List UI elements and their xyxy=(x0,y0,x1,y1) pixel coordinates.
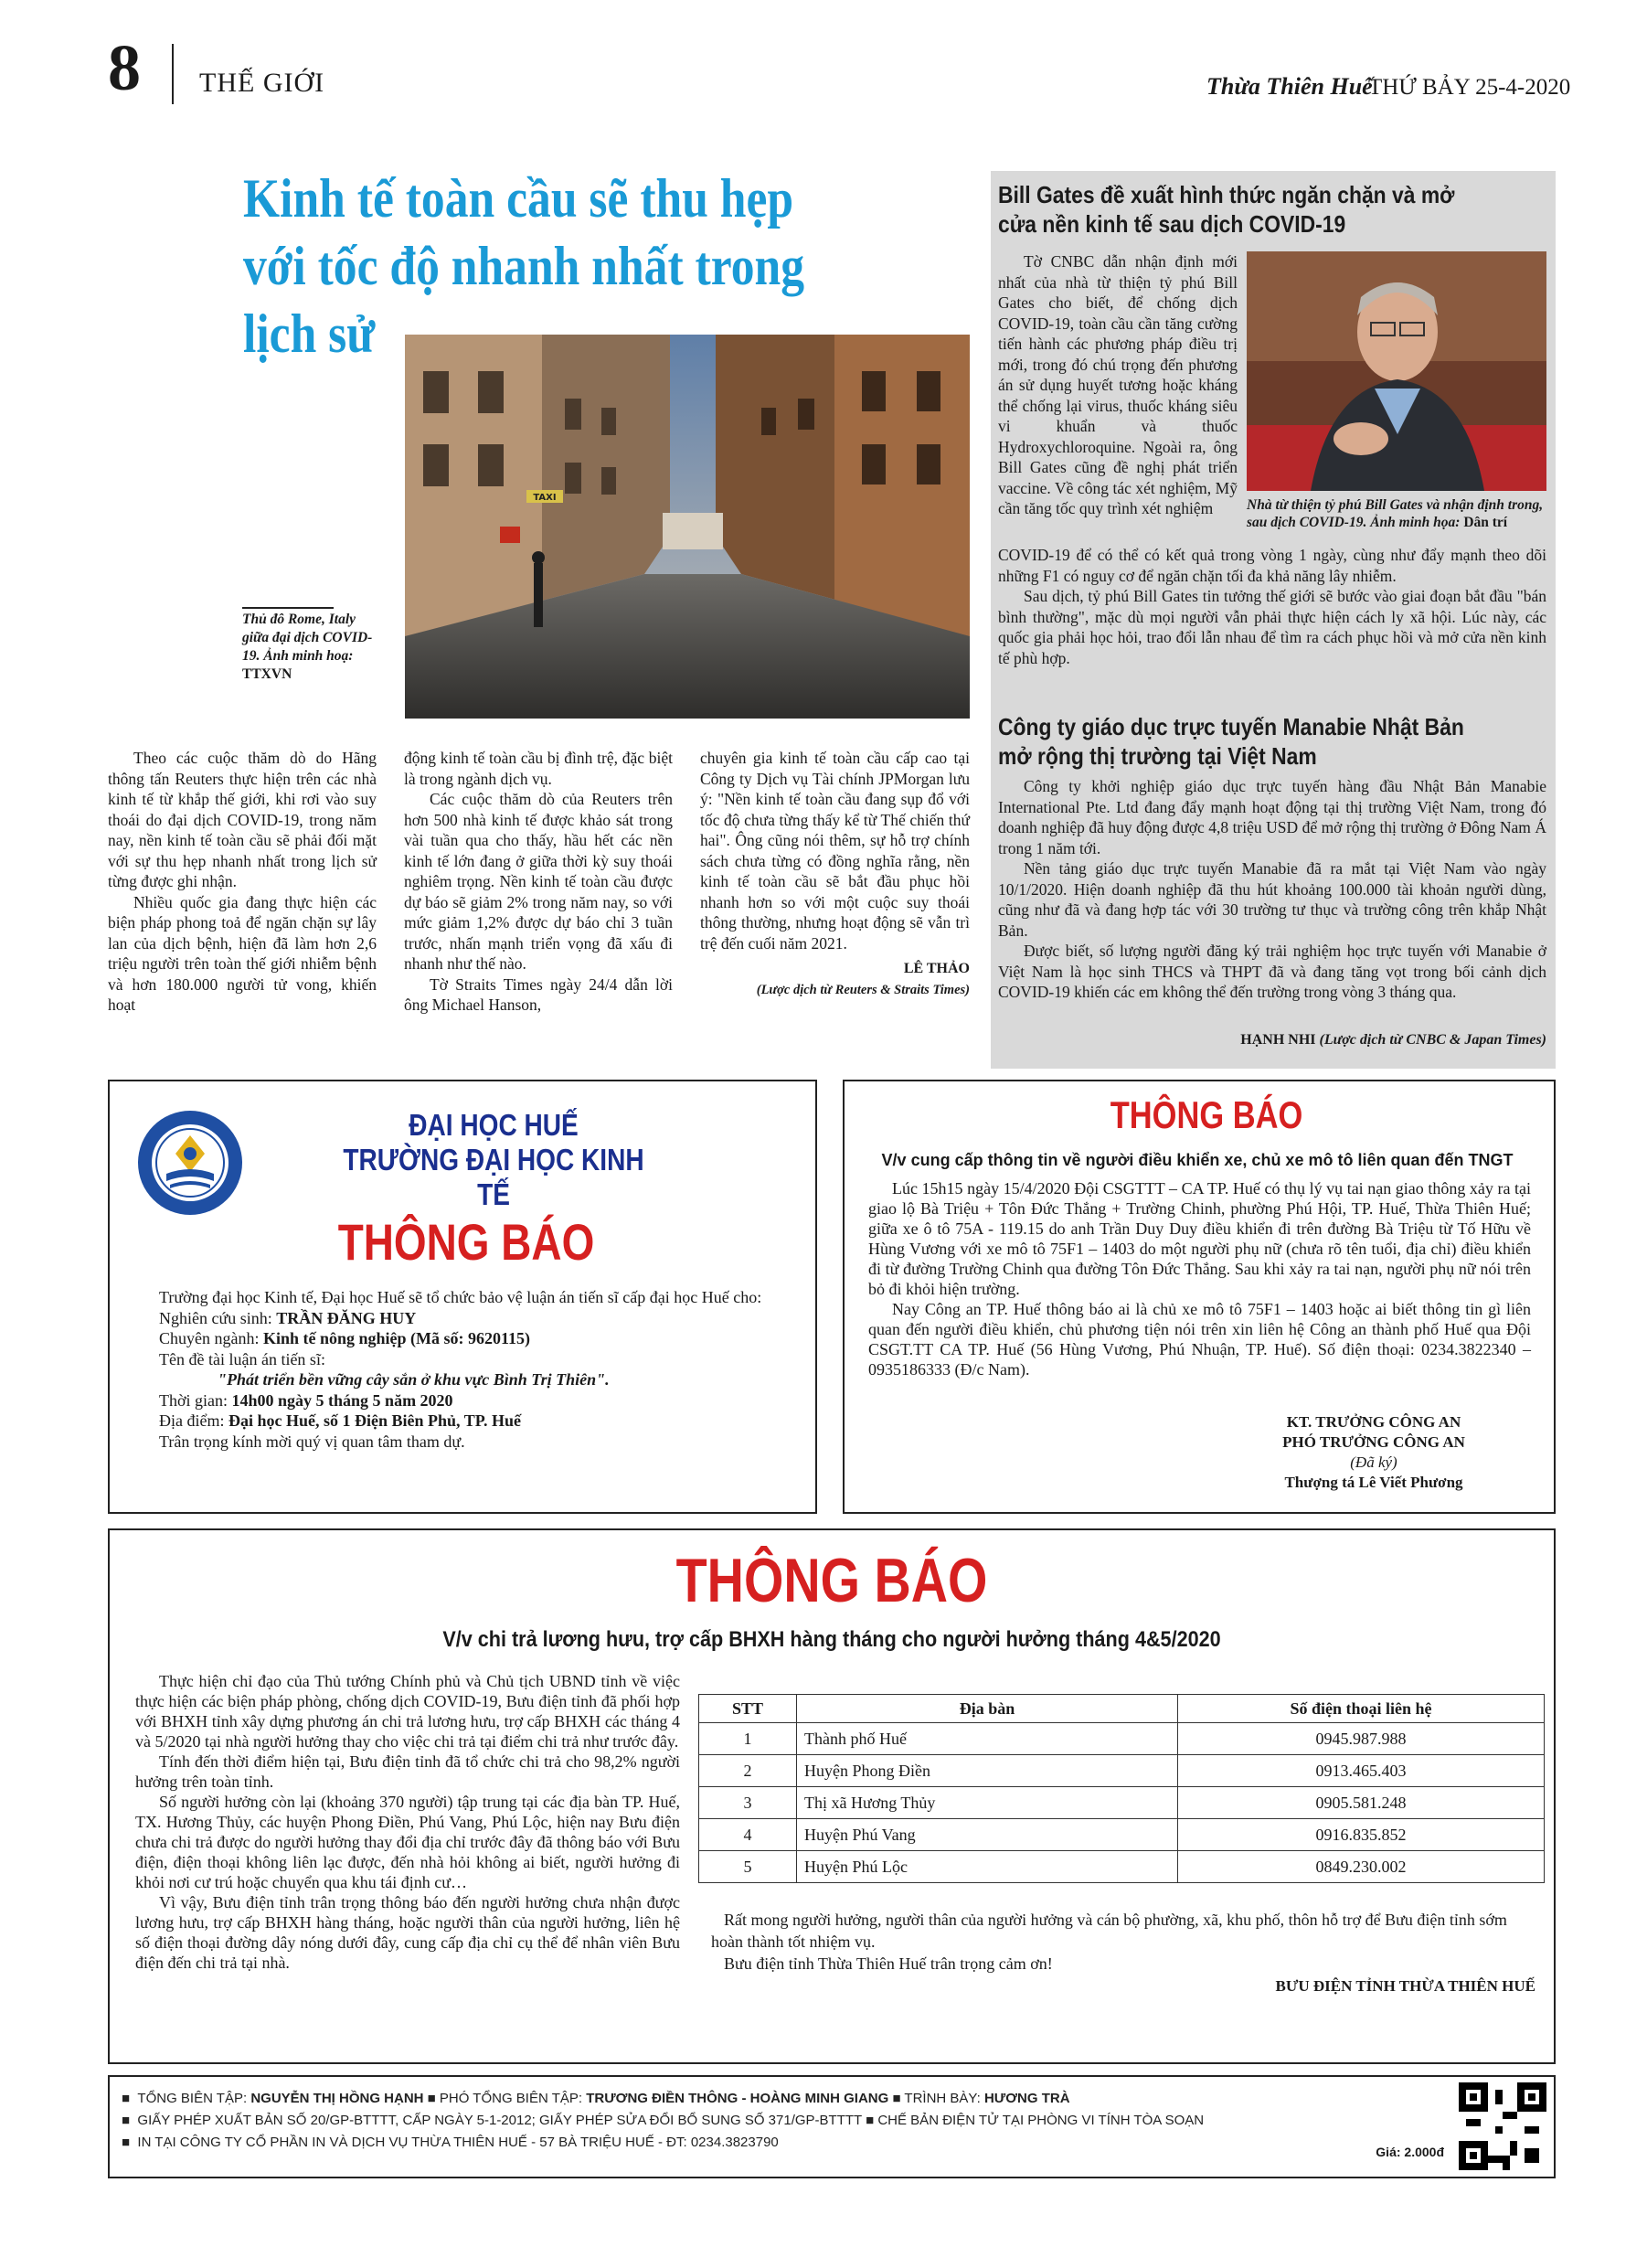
table-cell: 0945.987.988 xyxy=(1178,1723,1545,1755)
table-cell: 0913.465.403 xyxy=(1178,1755,1545,1787)
editor-label: TỔNG BIÊN TẬP: xyxy=(137,2091,248,2106)
source-note: (Lược dịch từ CNBC & Japan Times) xyxy=(1319,1032,1546,1048)
byline: HẠNH NHI xyxy=(1240,1032,1316,1048)
time-label: Thời gian: xyxy=(159,1390,228,1410)
paragraph: Rất mong người hưởng, người thân của người hưởng và cán bộ phường, xã, khu phố, thôn hỗ trợ để Bưu điện tỉnh sớm hoàn thành tốt nhiệm vụ. xyxy=(711,1911,1507,1951)
table-cell: Huyện Phú Vang xyxy=(797,1819,1178,1851)
photo-caption-credit: TTXVN xyxy=(242,666,292,682)
paragraph: Nay Công an TP. Huế thông báo ai là chủ xe mô tô 75F1 – 1403 hoặc ai biết thông tin gì liên quan đến người điều khiển, chủ phương tiện nói trên xin liên hệ Công an thành phố Huế qua Đội CSGT.TT CA TP. Huế (56 Hùng Vương, Phú Nhuận, TP. Huế). Số điện thoại: 0234.3822340 – 0935186333 (Đ/c Nam). xyxy=(868,1300,1531,1379)
layout-name: HƯƠNG TRÀ xyxy=(983,2091,1070,2106)
paragraph: Công ty khởi nghiệp giáo dục trực tuyến hàng đầu Nhật Bản Manabie International Pte. Ltd đang đẩy mạnh hoạt động tại thị trường Việt Nam, trong đó doanh nghiệp đã huy động được 4,8 triệu USD để mở rộng thị trường ở Đông Nam Á trong 1 năm tới. xyxy=(998,777,1546,857)
main-story-column-3 xyxy=(700,748,970,1000)
university-line1: ĐẠI HỌC HUẾ xyxy=(409,1108,579,1142)
paragraph: Nền tảng giáo dục trực tuyến Manabie đã ra mắt tại Việt Nam vào ngày 10/1/2020. Hiện doanh nghiệp đã thu hút khoảng 100.000 tài khoản người dùng, cũng như đã và đang hợp tác với 30 trường tư thục và trường công trên khắp Nhật Bản. xyxy=(998,859,1546,940)
paragraph: chuyên gia kinh tế toàn cầu cấp cao tại Công ty Dịch vụ Tài chính JPMorgan lưu ý: "Nền kinh tế toàn cầu đang sụp đổ với tốc độ chưa từng thấy kể từ Thế chiến thứ hai". Ông cũng nói thêm, sự hỗ trợ chính sách chưa từng có đồng nghĩa rằng, nền kinh tế toàn cầu sẽ bắt đầu phục hồi nhanh hơn so với một cuộc suy thoái thông thường, nhưng hoạt động sẽ vẫn trì trệ đến cuối năm 2021. xyxy=(700,749,970,953)
notice-hue-body xyxy=(135,1287,802,1452)
page-number: 8 xyxy=(108,31,141,104)
paragraph: Tờ Straits Times ngày 24/4 dẫn lời ông Michael Hanson, xyxy=(404,974,673,1014)
paragraph: Các cuộc thăm dò của Reuters trên hơn 500 nhà kinh tế được khảo sát trong vài tuần qua cho thấy, hầu hết các nền kinh tế lớn đang ở giữa thời kỳ suy thoái nghiêm trọng. Nền kinh tế toàn cầu được dự báo sẽ giảm 2% trong năm nay, so với mức giảm 1,2% được dự báo chỉ 3 tuần trước, nhấn mạnh triển vọng đã xấu đi nhanh như thế nào. xyxy=(404,790,673,973)
paragraph: Vì vậy, Bưu điện tỉnh trân trọng thông báo đến người hưởng chưa nhận được lương hưu, trợ cấp BHXH hàng tháng, hoặc người thân của người hưởng, liên hệ số điện thoại đường dây nóng dưới đây, cung cấp địa chỉ cụ thể để nhân viên Bưu điện đến chi trả tại nhà. xyxy=(135,1893,680,1972)
table-cell: 3 xyxy=(699,1787,797,1819)
main-story-column-2 xyxy=(404,748,673,1016)
manabie-headline-line2: mở rộng thị trường tại Việt Nam xyxy=(998,742,1317,770)
table-cell: 1 xyxy=(699,1723,797,1755)
signature-line: KT. TRƯỞNG CÔNG AN xyxy=(1286,1413,1461,1431)
paragraph: COVID-19 để có thể có kết quả trong vòng 1 ngày, cùng như đẩy mạnh theo dõi những F1 có nguy cơ để ngăn chặn tối đa khả năng lây nhiễm. xyxy=(998,546,1546,585)
bill-gates-caption-text: Nhà từ thiện tỷ phú Bill Gates và nhận định trong, sau dịch COVID-19. Ảnh minh họa: xyxy=(1247,497,1544,530)
footer-staff-line: ■ TỔNG BIÊN TẬP: NGUYỄN THỊ HỒNG HẠNH ■ PHÓ TỔNG BIÊN TẬP: TRƯƠNG ĐIỀN THÔNG - HOÀNG MINH GIANG ■ TRÌNH BÀY: HƯƠNG TRÀ xyxy=(122,2091,1070,2106)
closing-line: Trân trọng kính mời quý vị quan tâm tham dự. xyxy=(159,1432,465,1451)
notice-subtitle: V/v cung cấp thông tin về người điều khiển xe, chủ xe mô tô liên quan đến TNGT xyxy=(881,1151,1514,1169)
deputy-names: TRƯƠNG ĐIỀN THÔNG - HOÀNG MINH GIANG xyxy=(586,2091,889,2106)
notice-pension-closing xyxy=(711,1909,1543,1975)
bill-gates-photo xyxy=(1247,251,1546,491)
newspaper-name: Thừa Thiên Huế xyxy=(1206,73,1373,100)
manabie-byline xyxy=(998,1032,1546,1049)
column-header: STT xyxy=(699,1695,797,1723)
price: Giá: 2.000đ xyxy=(1376,2145,1444,2159)
manabie-text xyxy=(998,776,1546,1003)
rome-street-photo xyxy=(405,335,970,719)
paragraph: Số người hưởng còn lại (khoảng 370 người) tập trung tại các địa bàn TP. Huế, TX. Hương Thủy, các huyện Phong Điền, Phú Vang, Phú Lộc, hiện nay Bưu điện chưa chi trả được do người hưởng thay đổi địa chỉ trước đây đã thông báo với Bưu điện, điện thoại không liên lạc được, đến nhà hỏi không ai biết, người hưởng đi khỏi nơi cư trú hoặc chuyển qua khu tái định cư… xyxy=(135,1793,680,1891)
bill-gates-text-column xyxy=(998,251,1238,519)
paragraph: Bưu điện tỉnh Thừa Thiên Huế trân trọng cảm ơn! xyxy=(724,1954,1053,1973)
table-row xyxy=(699,1723,1545,1755)
paragraph: Trường đại học Kinh tế, Đại học Huế sẽ tổ chức bảo vệ luận án tiến sĩ cấp đại học Huế cho: xyxy=(159,1288,762,1306)
bill-gates-caption-credit: Dân trí xyxy=(1463,515,1508,530)
bill-gates-headline-line2: cửa nền kinh tế sau dịch COVID-19 xyxy=(998,210,1346,238)
table-row xyxy=(699,1787,1545,1819)
notice-title: THÔNG BÁO xyxy=(1110,1093,1303,1136)
notice-pension-body xyxy=(135,1671,680,1973)
table-cell: 0916.835.852 xyxy=(1178,1819,1545,1851)
column-header: Số điện thoại liên hệ xyxy=(1178,1695,1545,1723)
time-line xyxy=(135,1390,802,1411)
printer-text: IN TẠI CÔNG TY CỔ PHẦN IN VÀ DỊCH VỤ THỪA THIÊN HUẾ - 57 BÀ TRIỆU HUẾ - ĐT: 0234.3823790 xyxy=(137,2135,779,2150)
main-headline-line1: Kinh tế toàn cầu sẽ thu hẹp xyxy=(243,168,794,229)
thesis-title: "Phát triển bền vững cây sắn ở khu vực Bình Trị Thiên". xyxy=(218,1370,610,1389)
paragraph: Tính đến thời điểm hiện tại, Bưu điện tỉnh đã tổ chức chi trả cho 98,2% người hưởng trên toàn tỉnh. xyxy=(135,1752,680,1791)
caption-rule xyxy=(242,607,334,609)
place-value: Đại học Huế, số 1 Điện Biên Phủ, TP. Huế xyxy=(228,1411,522,1430)
student-name: TRẦN ĐĂNG HUY xyxy=(276,1308,417,1327)
layout-label: TRÌNH BÀY: xyxy=(904,2091,981,2106)
signature-line: (Đã ký) xyxy=(1350,1453,1397,1471)
table-cell: Huyện Phú Lộc xyxy=(797,1851,1178,1883)
table-cell: 5 xyxy=(699,1851,797,1883)
paragraph: động kinh tế toàn cầu bị đình trệ, đặc biệt là trong ngành dịch vụ. xyxy=(404,749,673,788)
section-title: THẾ GIỚI xyxy=(199,68,325,98)
major-line xyxy=(135,1328,802,1349)
table-cell: 0849.230.002 xyxy=(1178,1851,1545,1883)
taxi-sign: TAXI xyxy=(533,493,557,503)
place-line xyxy=(135,1411,802,1432)
major-label: Chuyên ngành: xyxy=(159,1329,260,1347)
bill-gates-headline xyxy=(998,180,1545,239)
table-row xyxy=(699,1755,1545,1787)
header-divider xyxy=(172,44,174,104)
bill-gates-caption xyxy=(1247,496,1546,531)
paragraph: Thực hiện chỉ đạo của Thủ tướng Chính phủ và Chủ tịch UBND tỉnh về việc thực hiện các biện pháp phòng, chống dịch COVID-19, Bưu điện tỉnh đã phối hợp với BHXH tỉnh xây dựng phương án chi trả lương hưu, trợ cấp BHXH các tháng 4 và 5/2020 tại nhà người hưởng thay cho việc chi trả tại điểm chi trả như trước đây. xyxy=(135,1672,680,1751)
university-line2: TRƯỜNG ĐẠI HỌC KINH TẾ xyxy=(343,1143,644,1211)
bill-gates-text-continued xyxy=(998,545,1546,668)
main-story-column-1 xyxy=(108,748,377,1016)
university-name xyxy=(342,1108,645,1212)
table-cell: Thị xã Hương Thủy xyxy=(797,1787,1178,1819)
signature-line: Thượng tá Lê Viết Phương xyxy=(1284,1474,1463,1491)
main-headline-line2: với tốc độ nhanh nhất trong lịch sử xyxy=(243,236,805,364)
license-text: GIẤY PHÉP XUẤT BẢN SỐ 20/GP-BTTTT, CẤP NGÀY 5-1-2012; GIẤY PHÉP SỬA ĐỔI BỔ SUNG SỐ 371/GP-BTTTT xyxy=(137,2113,862,2128)
photo-caption-text: Thủ đô Rome, Italy giữa đại dịch COVID-19. Ảnh minh hoạ: xyxy=(242,612,373,664)
table-cell: 4 xyxy=(699,1819,797,1851)
issue-date: THỨ BẢY 25-4-2020 xyxy=(1368,75,1571,100)
thesis-label: Tên đề tài luận án tiến sĩ: xyxy=(159,1349,325,1368)
notice-police-body xyxy=(868,1178,1531,1379)
manabie-headline-line1: Công ty giáo dục trực tuyến Manabie Nhật Bản xyxy=(998,713,1464,740)
footer-printer-line: ■ IN TẠI CÔNG TY CỔ PHẦN IN VÀ DỊCH VỤ THỪA THIÊN HUẾ - 57 BÀ TRIỆU HUẾ - ĐT: 0234.3823790 xyxy=(122,2135,779,2150)
table-cell: 0905.581.248 xyxy=(1178,1787,1545,1819)
bill-gates-headline-line1: Bill Gates đề xuất hình thức ngăn chặn và mở xyxy=(998,181,1455,208)
table-row xyxy=(699,1851,1545,1883)
manabie-headline xyxy=(998,712,1545,771)
table-cell: 2 xyxy=(699,1755,797,1787)
paragraph: Sau dịch, tỷ phú Bill Gates tin tưởng thế giới sẽ bước vào giai đoạn bắt đầu "bán bình thường", mặc dù mọi người vẫn phải thực hiện cách ly xã hội. Lúc này, các quốc gia phải học hỏi, trao đổi lẫn nhau để tìm ra cách phục hồi và mở cửa nền kinh tế phù hợp. xyxy=(998,587,1546,667)
university-logo-icon xyxy=(135,1108,245,1218)
editor-name: NGUYỄN THỊ HỒNG HẠNH xyxy=(250,2091,424,2106)
paragraph: Được biết, số lượng người đăng ký trải nghiệm học trực tuyến với Manabie ở Việt Nam là học sinh THCS và THPT đã và đang tăng vọt trong bối cảnh dịch COVID-19 khiến các em không thể đến trường trong vòng 3 tháng qua. xyxy=(998,942,1546,1001)
paragraph: Lúc 15h15 ngày 15/4/2020 Đội CSGTTT – CA TP. Huế có thụ lý vụ tai nạn giao thông xảy ra tại giao lộ Bà Triệu + Tôn Đức Thắng + Trường Chinh, phường Phú Hội, TP. Huế, Thừa Thiên Huế; giữa xe ô tô 75A - 119.15 do anh Trần Duy Duy điều khiển đi trên đường Bà Triệu từ Tố Hữu về Hùng Vương với xe mô tô 75F1 – 1403 do một người phụ nữ (chưa rõ tên tuổi, địa chỉ) điều khiển đi từ đường Trường Chinh qua đường Tôn Đức Thắng. Sau khi xảy ra tai nạn, người phụ nữ nói trên bỏ đi khỏi hiện trường. xyxy=(868,1179,1531,1298)
source-note: (Lược dịch từ Reuters & Straits Times) xyxy=(756,982,970,997)
qr-code-icon xyxy=(1459,2082,1546,2170)
paragraph: Tờ CNBC dẫn nhận định mới nhất của nhà từ thiện tỷ phú Bill Gates cho biết, để chống dịch COVID-19, toàn cầu cần tăng cường tiến hành các phương pháp điều trị mới, trong đó chú trọng đến phương án sử dụng huyết tương hoặc kháng thể chống lại virus, thuốc kháng siêu vi khuẩn và thuốc Hydroxychloroquine. Ngoài ra, ông Bill Gates cũng đề nghị phát triển vaccine. Về công tác xét nghiệm, Mỹ cần tăng tốc quy trình xét nghiệm xyxy=(998,252,1238,517)
signature-line: PHÓ TRƯỞNG CÔNG AN xyxy=(1282,1433,1465,1451)
deputy-label: PHÓ TỔNG BIÊN TẬP: xyxy=(439,2091,583,2106)
student-label: Nghiên cứu sinh: xyxy=(159,1308,272,1327)
pension-signature: BƯU ĐIỆN TỈNH THỪA THIÊN HUẾ xyxy=(1275,1977,1535,1995)
paragraph: Nhiều quốc gia đang thực hiện các biện pháp phong toả để ngăn chặn sự lây lan của dịch bệnh, hiện đã làm hơn 2,6 triệu người trên toàn thế giới nhiễm bệnh và hơn 180.000 người tử vong, khiến hoạt xyxy=(108,892,377,1014)
table-header-row xyxy=(699,1695,1545,1723)
major-value: Kinh tế nông nghiệp (Mã số: 9620115) xyxy=(263,1329,531,1347)
place-label: Địa điểm: xyxy=(159,1411,225,1430)
notice-title: THÔNG BÁO xyxy=(675,1546,988,1615)
time-value: 14h00 ngày 5 tháng 5 năm 2020 xyxy=(231,1390,453,1410)
police-signature xyxy=(1214,1412,1534,1493)
table-row xyxy=(699,1819,1545,1851)
notice-title: THÔNG BÁO xyxy=(337,1213,595,1271)
paragraph: Theo các cuộc thăm dò do Hãng thông tấn Reuters thực hiện trên các nhà kinh tế từ khắp thế giới, khi rơi vào suy thoái do đại dịch COVID-19, trong năm nay, nền kinh tế toàn cầu sẽ phải đối mặt với sự thu hẹp nhanh nhất trong lịch sử từng được ghi nhận. xyxy=(108,749,377,890)
column-header: Địa bàn xyxy=(797,1695,1178,1723)
table-cell: Thành phố Huế xyxy=(797,1723,1178,1755)
byline: LÊ THẢO xyxy=(903,961,970,976)
student-line xyxy=(135,1308,802,1329)
notice-subtitle: V/v chi trả lương hưu, trợ cấp BHXH hàng tháng cho người hưởng tháng 4&5/2020 xyxy=(442,1627,1221,1652)
footer-license-line: ■ GIẤY PHÉP XUẤT BẢN SỐ 20/GP-BTTTT, CẤP NGÀY 5-1-2012; GIẤY PHÉP SỬA ĐỔI BỔ SUNG SỐ 371/GP-BTTTT ■ CHẾ BẢN ĐIỆN TỬ TẠI PHÒNG VI TÍNH TÒA SOẠN xyxy=(122,2113,1205,2128)
typeset-text: CHẾ BẢN ĐIỆN TỬ TẠI PHÒNG VI TÍNH TÒA SOẠN xyxy=(877,2113,1205,2128)
table-cell: Huyện Phong Điền xyxy=(797,1755,1178,1787)
hotline-table xyxy=(698,1694,1545,1883)
photo-caption xyxy=(242,611,379,684)
